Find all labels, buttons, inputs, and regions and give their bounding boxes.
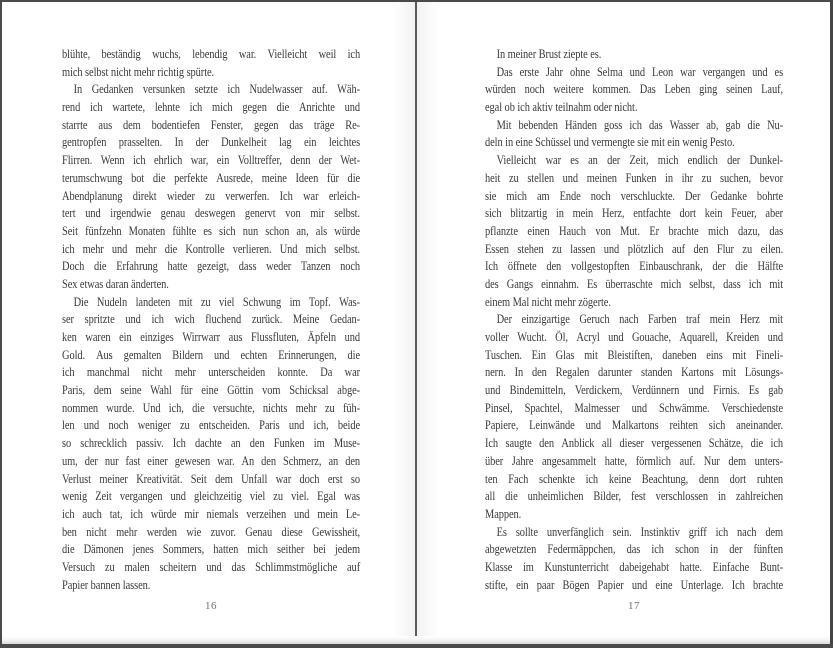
text-line: und Bindemitteln, Verdickern, Verdünnern und Firnis. Es gab <box>485 383 784 398</box>
paragraph <box>62 294 360 595</box>
book-page-left[interactable] <box>2 2 415 644</box>
text-line: ten Fach schenkte ich keine Beachtung, denn dort ruhten <box>485 471 784 486</box>
text-line: blühte, beständig wuchs, lebendig war. Vielleicht weil ich <box>62 47 361 61</box>
text-line: Abendplanung direkt wieder zu verwerfen. Ich war erleich- <box>62 188 361 203</box>
text-line: des Gangs einnahm. Es überraschte mich selbst, dass ich mit <box>485 276 784 291</box>
text-line: die Dämonen jenes Sommers, hatten mich seither bei jedem <box>62 542 361 557</box>
textblock-left <box>62 46 360 594</box>
text-line: Flirren. Wenn ich ehrlich war, ein Volltreffer, denn der Wet- <box>62 153 361 168</box>
page-bottom-edge-shade <box>2 636 830 644</box>
paragraph <box>62 46 360 81</box>
text-line: ich manchmal nicht mehr unterscheiden konnte. Da war <box>62 365 361 380</box>
text-line: Seit fünfzehn Monaten fühlte es sich nun schon an, als würde <box>62 223 360 238</box>
frame-border-top <box>0 0 833 2</box>
text-line: einem Mal nicht mehr zögerte. <box>485 294 611 309</box>
text-line: wenig Zeit vergangen und gleichzeitig viel zu viel. Egal was <box>62 489 361 504</box>
text-line: Es sollte unverfänglich sein. Instinktiv griff ich nach dem <box>496 524 784 539</box>
textblock-right <box>485 46 783 594</box>
text-line: Doch die Erfahrung hatte gezeigt, dass weder Tanzen noch <box>62 259 361 274</box>
paragraph <box>485 152 783 311</box>
text-line: Papiere, Leinwände und Malkartons reihten sich aneinander. <box>485 418 784 433</box>
text-line: nern. In den Regalen darunter standen Kartons mit Lösungs- <box>485 365 784 380</box>
text-line: ich auch tat, ich würde mir niemals verzeihen und mein Le- <box>62 506 361 521</box>
paragraph <box>485 64 783 117</box>
text-line: Papier bannen lassen. <box>62 577 151 592</box>
text-line: so schrecklich passiv. Ich dachte an den Funken im Muse- <box>62 436 361 451</box>
text-line: Mit bebenden Händen goss ich das Wasser ab, gab die Nu- <box>496 117 784 132</box>
text-line: gentropfen prasselten. In der Dunkelheit lag ein leichtes <box>62 135 361 150</box>
text-line: Die Nudeln landeten mit zu viel Schwung im Topf. Was- <box>73 294 360 309</box>
text-line: Der einzigartige Geruch nach Farben traf mein Herz mit <box>496 312 783 327</box>
text-line: pflanzte einen Hauch von Mut. Er brachte mich dazu, das <box>485 223 784 238</box>
text-line: all die unheimlichen Bilder, fest verschlossen in zahlreichen <box>485 489 784 504</box>
text-line: über Jahre angesammelt hatte, förmlich auf. Nur dem unters- <box>485 453 784 468</box>
text-line: Klasse im Kunstunterricht dabeigehabt hatte. Einfache Bunt- <box>485 559 784 574</box>
text-line: starrte aus dem bodentiefen Fenster, gegen das träge Re- <box>62 117 361 132</box>
text-line: deln in eine Schüssel und vermengte sie mit ein wenig Pesto. <box>485 135 735 150</box>
paragraph <box>62 81 360 293</box>
text-line: Paris, dem seine Wahl für eine Göttin vom Schicksal abge- <box>62 383 361 398</box>
text-line: Vielleicht war es an der Zeit, mich endlich der Dunkel- <box>496 153 784 168</box>
gutter-line <box>415 0 417 644</box>
text-line: Essen stehen zu lassen und plötzlich auf den Flur zu eilen. <box>485 241 784 256</box>
text-line: ich mehr und mehr die Kontrolle verlieren. Und mich selbst. <box>62 241 361 256</box>
text-line: Sex etwas daran änderten. <box>62 276 169 291</box>
text-line: ser spritzte und ich wich fluchend zurück. Meine Gedan- <box>62 312 361 327</box>
page-number-right: 17 <box>628 600 640 612</box>
gutter-shadow-left <box>393 0 415 644</box>
text-line: tert und irgendwie genau deswegen genervt von mir selbst. <box>62 206 361 221</box>
text-line: terumschwung bot die perfekte Ausrede, meine Ideen für die <box>62 170 361 185</box>
text-line: Verlust meiner Kreativität. Seit dem Unfall war doch erst so <box>62 471 361 486</box>
text-line: nommen wurde. Und ich, die versuchte, nichts mehr zu füh- <box>62 400 361 415</box>
paragraph <box>485 524 783 595</box>
text-line: würden noch weitere kommen. Das Leben ging seinen Lauf, <box>485 82 784 97</box>
page-number-left: 16 <box>205 600 217 612</box>
text-line: Das erste Jahr ohne Selma und Leon war vergangen und es <box>496 64 784 79</box>
text-line: ben nicht mehr werden wie zuvor. Genau diese Gewissheit, <box>62 524 361 539</box>
text-line: egal ob ich aktiv teilnahm oder nicht. <box>485 100 638 115</box>
text-line: Gold. Aus gemalten Bildern und echten Erinnerungen, die <box>62 347 361 362</box>
text-line: ken waren ein einziges Wirrwarr aus Flussfluten, Äpfeln und <box>62 330 361 344</box>
text-line: In Gedanken versunken setzte ich Nudelwasser auf. Wäh- <box>73 82 361 97</box>
paragraph <box>485 117 783 152</box>
text-line: abgewetzten Federmäppchen, das ich schon in der fünften <box>485 542 784 557</box>
book-page-right[interactable] <box>417 2 830 644</box>
text-line: rend ich wartete, lehnte ich mich gegen die Anrichte und <box>62 100 361 115</box>
text-line: Mappen. <box>485 506 522 521</box>
text-line: voller Wucht. Öl, Acryl und Gouache, Aquarell, Kreiden und <box>485 330 784 344</box>
text-line: Versuch zu malen scheitern und das Schlimmstmögliche auf <box>62 559 361 574</box>
text-line: In meiner Brust ziepte es. <box>496 47 602 61</box>
text-line: heit zu stellen und meinen Funken in ihr zu suchen, bevor <box>485 170 784 185</box>
text-line: len und noch weniger zu entscheiden. Paris und ich, beide <box>62 418 361 433</box>
text-line: um, der nur fast einer gewesen war. An den Schmerz, an den <box>62 453 361 468</box>
text-line: sie mich am Ende noch verschluckte. Der Gedanke bohrte <box>485 188 784 203</box>
text-line: Ich öffnete den vollgestopften Einbauschrank, der die Hälfte <box>485 259 784 274</box>
text-line: sich blitzartig in mein Herz, entfachte dort kein Feuer, aber <box>485 206 784 221</box>
text-line: Tuschen. Ein Glas mit Bleistiften, daneben eins mit Fineli- <box>485 347 784 362</box>
gutter-shadow-right <box>417 0 439 644</box>
paragraph <box>485 46 783 64</box>
paragraph <box>485 311 783 523</box>
text-line: mich selbst nicht mehr richtig spürte. <box>62 64 215 79</box>
text-line: Pinsel, Spachtel, Malmesser und Schwämme. Verschiedenste <box>485 400 784 415</box>
frame-border-left <box>0 0 2 648</box>
text-line: Ich saugte den Anblick all dieser vergessenen Schätze, die ich <box>485 436 784 451</box>
text-line: stifte, ein paar Bögen Papier und eine Unterlage. Ich brachte <box>485 577 784 592</box>
frame-border-bottom <box>0 644 833 648</box>
